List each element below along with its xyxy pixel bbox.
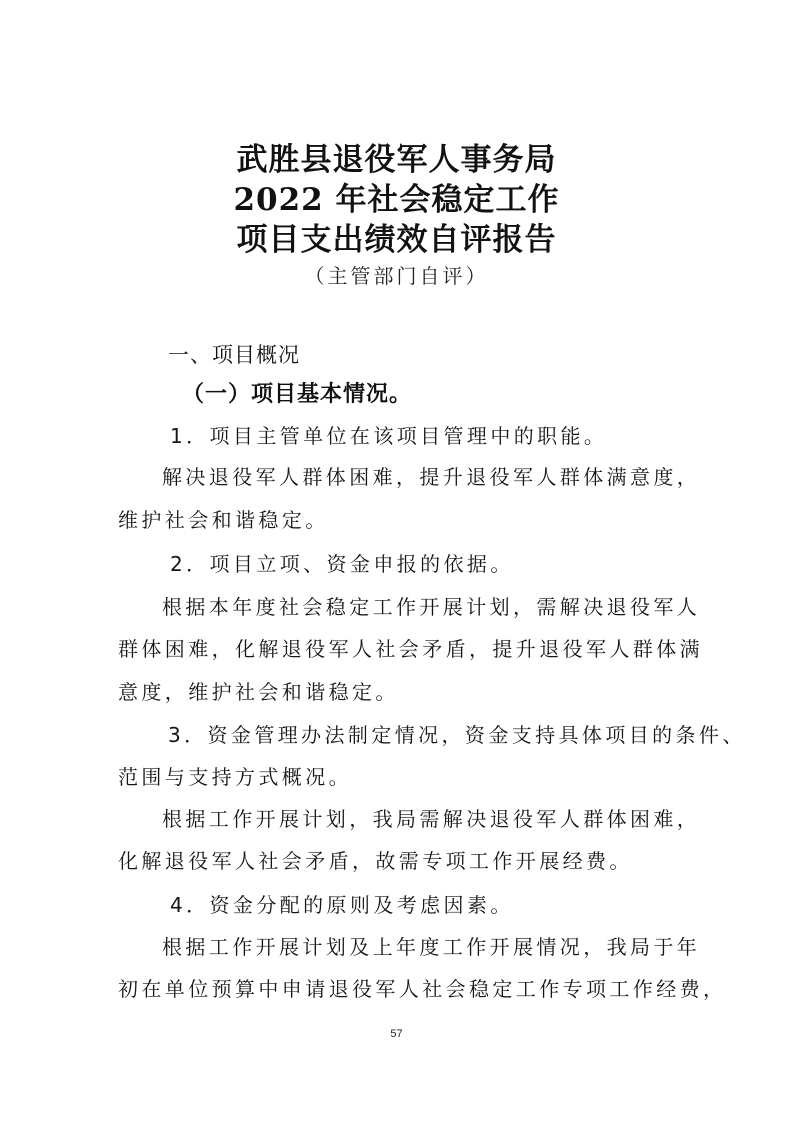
title-line-2: 2022 年社会稳定工作: [233, 182, 560, 218]
body-line: 初在单位预算中申请退役军人社会稳定工作专项工作经费，: [118, 977, 727, 1001]
body-line: 1．项目主管单位在该项目管理中的职能。: [170, 424, 608, 448]
subsection-heading: （一）项目基本情况。: [182, 382, 413, 407]
title-line-3: 项目支出绩效自评报告: [236, 222, 557, 258]
body-line: 维护社会和谐稳定。: [118, 508, 329, 532]
body-line: 根据工作开展计划及上年度工作开展情况，我局于年: [162, 935, 701, 959]
section-heading: 一、项目概况: [168, 343, 300, 367]
body-line: 化解退役军人社会矛盾，故需专项工作开展经费。: [118, 849, 633, 873]
body-line: 4．资金分配的原则及考虑因素。: [170, 893, 514, 917]
body-line: 解决退役军人群体困难，提升退役军人群体满意度，: [162, 465, 701, 489]
body-line: 意度，维护社会和谐稳定。: [118, 680, 399, 704]
title-line-1: 武胜县退役军人事务局: [236, 142, 557, 178]
body-line: 根据本年度社会稳定工作开展计划，需解决退役军人: [162, 595, 701, 619]
body-line: 2．项目立项、资金申报的依据。: [170, 552, 514, 576]
body-line: 3．资金管理办法制定情况，资金支持具体项目的条件、: [168, 723, 746, 747]
subtitle: （主管部门自评）: [304, 264, 489, 288]
body-line: 范围与支持方式概况。: [118, 765, 352, 789]
page-number: 57: [390, 1028, 403, 1040]
body-line: 根据工作开展计划，我局需解决退役军人群体困难，: [162, 807, 701, 831]
body-line: 群体困难，化解退役军人社会矛盾，提升退役军人群体满: [118, 637, 703, 661]
